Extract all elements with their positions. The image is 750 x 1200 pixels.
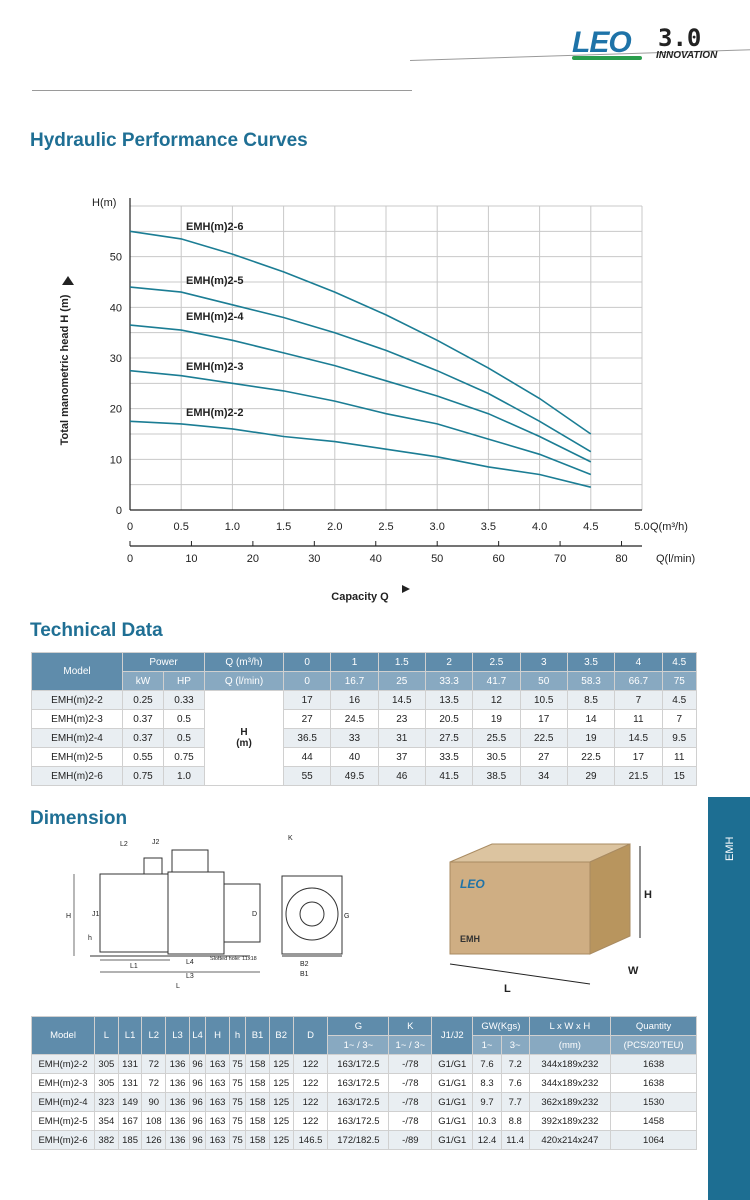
cell-head: 23: [378, 710, 425, 729]
cell: 10.3: [473, 1112, 502, 1131]
th-q: 1: [331, 653, 378, 672]
th-q-m3h: Q (m³/h): [205, 653, 284, 672]
cell: -/78: [389, 1112, 432, 1131]
pump-dimension-drawing: [60, 832, 360, 992]
cell: 12.4: [473, 1131, 502, 1150]
cell: 7.6: [501, 1074, 529, 1093]
cell: 125: [269, 1093, 293, 1112]
table-row: [32, 1055, 697, 1074]
cell-hp: 0.5: [164, 710, 205, 729]
lbl-b1: B1: [300, 971, 309, 978]
cell: 7.7: [501, 1093, 529, 1112]
cell: 305: [95, 1074, 119, 1093]
cell-head: 13.5: [425, 691, 472, 710]
cell-head: 16: [331, 691, 378, 710]
th-q: 1.5: [378, 653, 425, 672]
cell-head: 8.5: [567, 691, 614, 710]
cell-hp: 0.75: [164, 748, 205, 767]
motor-body-shape: [168, 872, 224, 954]
th-ql: 0: [284, 672, 331, 691]
th-ql: 33.3: [425, 672, 472, 691]
side-tab-label: EMH: [724, 836, 736, 861]
th-ql: 41.7: [473, 672, 520, 691]
cell: -/78: [389, 1074, 432, 1093]
th-h: H: [206, 1017, 230, 1055]
th-j1j2: J1/J2: [432, 1017, 473, 1055]
cell: 125: [269, 1074, 293, 1093]
th-ql: 66.7: [615, 672, 662, 691]
y-tick-label: 10: [109, 454, 122, 467]
cell: 126: [142, 1131, 166, 1150]
th-q: 0: [284, 653, 331, 672]
cell: 11.4: [501, 1131, 529, 1150]
cell-head: 22.5: [567, 748, 614, 767]
x-tick-label: 1.5: [275, 521, 292, 533]
cell-head: 7: [615, 691, 662, 710]
cell-head: 49.5: [331, 767, 378, 786]
cell: 75: [229, 1131, 245, 1150]
cell: 136: [166, 1131, 190, 1150]
cell: 362x189x232: [529, 1093, 611, 1112]
cell: 75: [229, 1093, 245, 1112]
cell: 158: [246, 1074, 270, 1093]
cell-hp: 1.0: [164, 767, 205, 786]
cell-head: 25.5: [473, 729, 520, 748]
outlet-shape: [144, 858, 162, 874]
cell: 122: [293, 1112, 328, 1131]
y-tick-label: 50: [109, 251, 122, 264]
logo-tagline: INNOVATION: [656, 50, 718, 61]
cell: 75: [229, 1055, 245, 1074]
x2-tick-label: 20: [246, 553, 260, 565]
cell: 9.7: [473, 1093, 502, 1112]
cell-head: 27: [520, 748, 567, 767]
x2-unit-label: Q(l/min): [656, 553, 696, 565]
table-row: [32, 691, 697, 710]
x-tick-label: 0: [126, 521, 134, 533]
cell: 1064: [611, 1131, 697, 1150]
x-tick-label: 3.5: [480, 521, 497, 533]
series-label: EMH(m)2-2: [186, 407, 244, 419]
cell-head: 14.5: [378, 691, 425, 710]
x-tick-label: 2.5: [378, 521, 394, 533]
technical-data-table: [31, 652, 697, 786]
th-l4: L4: [189, 1017, 205, 1055]
cell: 163: [206, 1055, 230, 1074]
y-tick-label: 0: [115, 505, 122, 517]
th-ql: 25: [378, 672, 425, 691]
th-q: 2: [425, 653, 472, 672]
cell: 163: [206, 1112, 230, 1131]
brand-logo: [572, 26, 722, 66]
cell-head: 27.5: [425, 729, 472, 748]
series-label: EMH(m)2-6: [186, 221, 244, 233]
lbl-h-big: H: [66, 913, 72, 920]
box-dim-L-line: [450, 964, 590, 984]
cell-head: 9.5: [662, 729, 697, 748]
cell-head: 15: [662, 767, 697, 786]
logo-version: 3.0: [658, 24, 702, 52]
th-gw: GW(Kgs): [473, 1017, 529, 1036]
x2-tick-label: 70: [553, 553, 567, 565]
cell: 163/172.5: [328, 1093, 389, 1112]
th-qty: Quantity: [611, 1017, 697, 1036]
cell: EMH(m)2-2: [32, 1055, 95, 1074]
cell: 125: [269, 1131, 293, 1150]
cell: 72: [142, 1055, 166, 1074]
cell: 96: [189, 1093, 205, 1112]
series-label: EMH(m)2-3: [186, 361, 244, 373]
x-tick-label: 3.0: [429, 521, 445, 533]
cell-head: 30.5: [473, 748, 520, 767]
cell: 131: [118, 1074, 142, 1093]
cell: 163: [206, 1074, 230, 1093]
lbl-l1: L1: [130, 963, 138, 970]
x2-tick-label: 50: [431, 553, 444, 565]
box-label-H: H: [644, 889, 652, 901]
series-line-EMH(m)2-4: [130, 325, 591, 462]
cell: 323: [95, 1093, 119, 1112]
th-q: 4.5: [662, 653, 697, 672]
cell-model: EMH(m)2-2: [32, 691, 123, 710]
cell-kw: 0.25: [123, 691, 164, 710]
table-row: [32, 1074, 697, 1093]
th-gw-3: 3~: [501, 1036, 529, 1055]
x2-tick-label: 60: [492, 553, 505, 565]
th-lwh-sub: (mm): [529, 1036, 611, 1055]
lbl-l: L: [176, 983, 180, 990]
cell-head: 11: [662, 748, 697, 767]
th-d: D: [293, 1017, 328, 1055]
cell: 122: [293, 1055, 328, 1074]
cell: 167: [118, 1112, 142, 1131]
cell: 163/172.5: [328, 1074, 389, 1093]
lbl-l2: L2: [120, 841, 128, 848]
cell: 185: [118, 1131, 142, 1150]
cell-head: 21.5: [615, 767, 662, 786]
cell-kw: 0.37: [123, 729, 164, 748]
cell: 158: [246, 1093, 270, 1112]
cell: 1458: [611, 1112, 697, 1131]
table-row: [32, 1131, 697, 1150]
cell-head: 44: [284, 748, 331, 767]
section-title-curves: Hydraulic Performance Curves: [30, 130, 308, 151]
th-l: L: [95, 1017, 119, 1055]
section-title-tech: Technical Data: [30, 620, 163, 641]
cell: 136: [166, 1112, 190, 1131]
x-tick-label: 1.0: [224, 521, 241, 533]
cell: -/89: [389, 1131, 432, 1150]
cell: -/78: [389, 1093, 432, 1112]
cell: EMH(m)2-5: [32, 1112, 95, 1131]
th-b2: B2: [269, 1017, 293, 1055]
lbl-h-small: h: [88, 935, 92, 942]
cell: 75: [229, 1074, 245, 1093]
x-axis-arrow-icon: [402, 585, 410, 593]
cell-head: 24.5: [331, 710, 378, 729]
cell: G1/G1: [432, 1131, 473, 1150]
lbl-j2: J2: [152, 839, 160, 846]
cell: G1/G1: [432, 1055, 473, 1074]
th-ql: 16.7: [331, 672, 378, 691]
cell: 158: [246, 1131, 270, 1150]
dimension-table: [31, 1016, 697, 1150]
cell-kw: 0.75: [123, 767, 164, 786]
box-label-L: L: [504, 983, 511, 992]
end-view-circle: [286, 888, 338, 940]
cell-model: EMH(m)2-3: [32, 710, 123, 729]
table-row: [32, 767, 697, 786]
cell: 96: [189, 1131, 205, 1150]
end-view-inner-circle: [300, 902, 324, 926]
cell-model: EMH(m)2-6: [32, 767, 123, 786]
cell: 172/182.5: [328, 1131, 389, 1150]
cell: 354: [95, 1112, 119, 1131]
cell: 163/172.5: [328, 1112, 389, 1131]
cell: 392x189x232: [529, 1112, 611, 1131]
series-label: EMH(m)2-4: [186, 311, 244, 323]
cell: 136: [166, 1093, 190, 1112]
cell-head: 27: [284, 710, 331, 729]
cell-head: 17: [615, 748, 662, 767]
cell: 7.2: [501, 1055, 529, 1074]
cell: 8.8: [501, 1112, 529, 1131]
cell: 158: [246, 1055, 270, 1074]
cell: 7.6: [473, 1055, 502, 1074]
y-axis-arrow-icon: [62, 276, 74, 285]
lbl-g: G: [344, 913, 350, 920]
cell: 96: [189, 1112, 205, 1131]
cell-head: 33: [331, 729, 378, 748]
cell: G1/G1: [432, 1093, 473, 1112]
th-h-small: h: [229, 1017, 245, 1055]
cell-head: 14: [567, 710, 614, 729]
cell: 122: [293, 1074, 328, 1093]
cell: 136: [166, 1074, 190, 1093]
cell: 344x189x232: [529, 1055, 611, 1074]
th-q: 3: [520, 653, 567, 672]
th-g: G: [328, 1017, 389, 1036]
cell-head: 46: [378, 767, 425, 786]
cell: 136: [166, 1055, 190, 1074]
th-b1: B1: [246, 1017, 270, 1055]
lbl-b2: B2: [300, 961, 309, 968]
cell: G1/G1: [432, 1074, 473, 1093]
series-line-EMH(m)2-2: [130, 421, 591, 487]
x-tick-label: 2.0: [327, 521, 343, 533]
cell-head: 34: [520, 767, 567, 786]
cell-hp: 0.33: [164, 691, 205, 710]
cell-head: 29: [567, 767, 614, 786]
table-row: [32, 1112, 697, 1131]
cell: 131: [118, 1055, 142, 1074]
cell: 1530: [611, 1093, 697, 1112]
th-ql: 75: [662, 672, 697, 691]
cell: 158: [246, 1112, 270, 1131]
header-rule: [32, 90, 412, 91]
cell: 96: [189, 1055, 205, 1074]
cell-hp: 0.5: [164, 729, 205, 748]
y-tick-label: 20: [109, 403, 122, 416]
x2-tick-label: 80: [615, 553, 628, 565]
x-tick-label: 4.0: [531, 521, 548, 533]
cell-head: 31: [378, 729, 425, 748]
cell-head: 40: [331, 748, 378, 767]
table-row: [32, 1093, 697, 1112]
cell: 96: [189, 1074, 205, 1093]
th-q: 2.5: [473, 653, 520, 672]
cell: 163: [206, 1093, 230, 1112]
table-row: [32, 710, 697, 729]
th-q: 3.5: [567, 653, 614, 672]
logo-text: LEO: [572, 26, 631, 59]
lbl-d: D: [252, 911, 258, 918]
cell-head: 22.5: [520, 729, 567, 748]
x-tick-label: 5.0: [634, 521, 650, 533]
cell: 75: [229, 1112, 245, 1131]
cell-head: 19: [567, 729, 614, 748]
th-q-lmin: Q (l/min): [205, 672, 284, 691]
th-q: 4: [615, 653, 662, 672]
cell-head: 12: [473, 691, 520, 710]
cell: 146.5: [293, 1131, 328, 1150]
th-lwh: L x W x H: [529, 1017, 611, 1036]
x-tick-label: 4.5: [583, 521, 599, 533]
cell-kw: 0.37: [123, 710, 164, 729]
lbl-l4: L4: [186, 959, 194, 966]
th-model: Model: [32, 653, 123, 691]
th-qty-sub: (PCS/20'TEU): [611, 1036, 697, 1055]
cell: 149: [118, 1093, 142, 1112]
cell-kw: 0.55: [123, 748, 164, 767]
cell-head: 11: [615, 710, 662, 729]
th-l2: L2: [142, 1017, 166, 1055]
cell-head: 14.5: [615, 729, 662, 748]
x2-tick-label: 40: [369, 553, 382, 565]
cell: 1638: [611, 1055, 697, 1074]
cell: 344x189x232: [529, 1074, 611, 1093]
h-label: H: [240, 727, 248, 738]
cell: 1638: [611, 1074, 697, 1093]
cell: -/78: [389, 1055, 432, 1074]
pump-body-shape: [100, 874, 168, 952]
th-g-sub: 1~ / 3~: [328, 1036, 389, 1055]
packaging-box-drawing: [440, 832, 665, 992]
cell-head: 7: [662, 710, 697, 729]
box-logo: LEO: [460, 877, 485, 891]
cell: 305: [95, 1055, 119, 1074]
x-axis-title: Capacity Q: [331, 591, 389, 603]
cell: 125: [269, 1112, 293, 1131]
cell: 108: [142, 1112, 166, 1131]
th-gw-1: 1~: [473, 1036, 502, 1055]
box-label-W: W: [628, 965, 639, 977]
h-unit: (m): [236, 738, 252, 749]
cell-head: 37: [378, 748, 425, 767]
side-tab: [708, 797, 750, 1200]
cell: EMH(m)2-3: [32, 1074, 95, 1093]
cell-head: 19: [473, 710, 520, 729]
cell-h-unit: [205, 691, 284, 786]
cell-head: 17: [520, 710, 567, 729]
table-row: [32, 729, 697, 748]
y-tick-label: 30: [109, 353, 122, 365]
x2-tick-label: 30: [308, 553, 321, 565]
cell-model: EMH(m)2-5: [32, 748, 123, 767]
cell-head: 10.5: [520, 691, 567, 710]
y-unit-label: H(m): [92, 197, 117, 209]
x2-tick-label: 0: [126, 553, 134, 565]
th-hp: HP: [164, 672, 205, 691]
th-l1: L1: [118, 1017, 142, 1055]
lbl-j1: J1: [92, 911, 100, 918]
cell: 90: [142, 1093, 166, 1112]
th-ql: 58.3: [567, 672, 614, 691]
th-kw: kW: [123, 672, 164, 691]
cell-head: 38.5: [473, 767, 520, 786]
th-k-sub: 1~ / 3~: [389, 1036, 432, 1055]
th-power: Power: [123, 653, 205, 672]
cell: 122: [293, 1093, 328, 1112]
th-l3: L3: [166, 1017, 190, 1055]
table-row: [32, 748, 697, 767]
y-axis-title: Total manometric head H (m): [59, 294, 71, 446]
cell: 72: [142, 1074, 166, 1093]
cell: 163/172.5: [328, 1055, 389, 1074]
x-tick-label: 0.5: [173, 521, 189, 533]
cell: EMH(m)2-6: [32, 1131, 95, 1150]
x-unit-label: Q(m³/h): [650, 521, 688, 533]
cell-head: 33.5: [425, 748, 472, 767]
th-model: Model: [32, 1017, 95, 1055]
lbl-slotted-hole: Slotted hole: 11x18: [210, 956, 257, 962]
cell: 382: [95, 1131, 119, 1150]
x2-tick-label: 10: [185, 553, 198, 565]
cell-head: 55: [284, 767, 331, 786]
cell-head: 4.5: [662, 691, 697, 710]
lbl-k: K: [288, 835, 293, 842]
terminal-box-shape: [172, 850, 208, 872]
box-side-face: [590, 844, 630, 954]
cell-head: 17: [284, 691, 331, 710]
performance-chart: [0, 180, 710, 610]
cell: 8.3: [473, 1074, 502, 1093]
th-ql: 50: [520, 672, 567, 691]
box-model: EMH: [460, 934, 480, 944]
cell: 163: [206, 1131, 230, 1150]
cell: EMH(m)2-4: [32, 1093, 95, 1112]
lbl-l3: L3: [186, 973, 194, 980]
cell-head: 36.5: [284, 729, 331, 748]
section-title-dimension: Dimension: [30, 808, 128, 829]
cell-model: EMH(m)2-4: [32, 729, 123, 748]
cell-head: 20.5: [425, 710, 472, 729]
cell: G1/G1: [432, 1112, 473, 1131]
cell-head: 41.5: [425, 767, 472, 786]
th-k: K: [389, 1017, 432, 1036]
y-tick-label: 40: [109, 302, 122, 315]
cell: 420x214x247: [529, 1131, 611, 1150]
cell: 125: [269, 1055, 293, 1074]
series-label: EMH(m)2-5: [186, 275, 244, 287]
